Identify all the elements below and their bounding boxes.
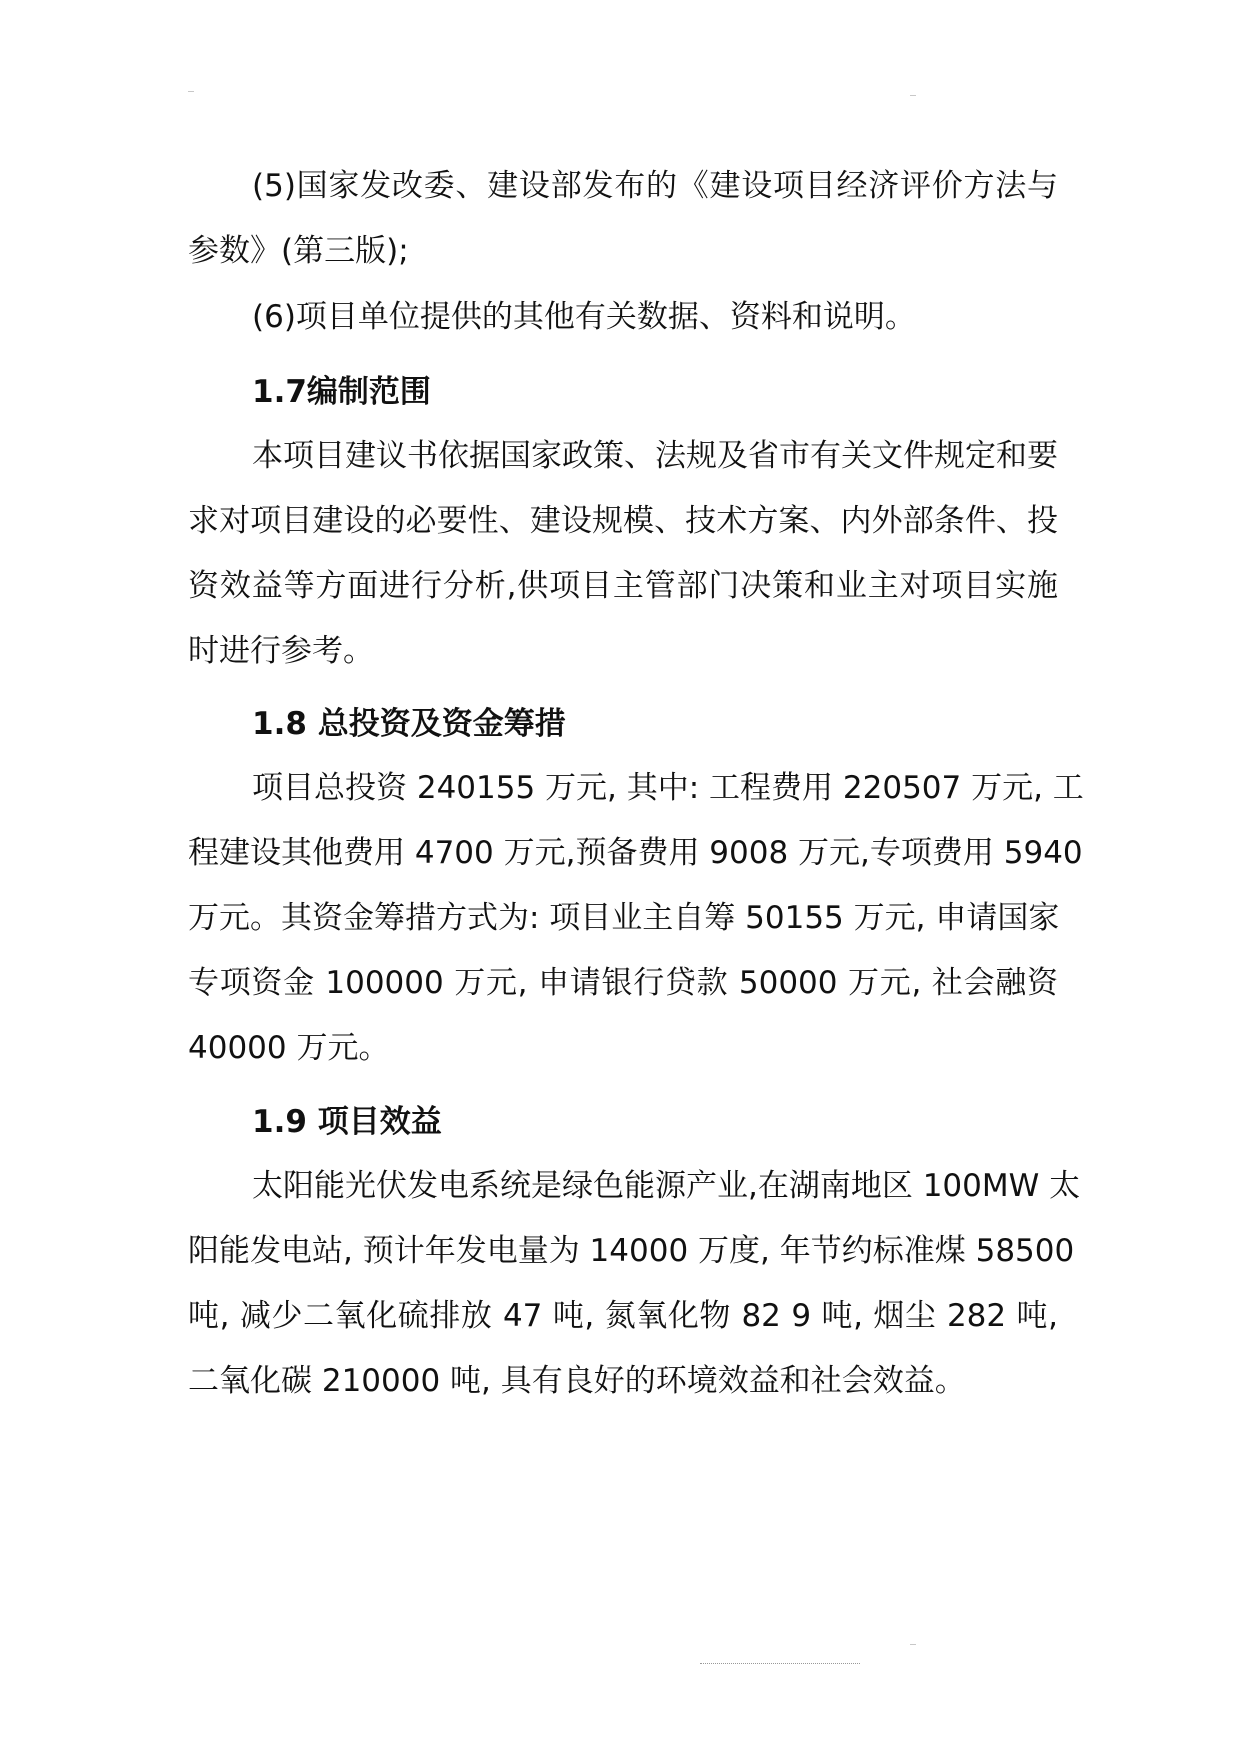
scan-mark-bottom-right — [910, 1644, 916, 1645]
list-item-5-line-2: 参数》(第三版); — [188, 233, 409, 269]
section-1-9-line-4: 二氧化碳 210000 吨, 具有良好的环境效益和社会效益。 — [188, 1363, 966, 1399]
section-1-9-heading: 1.9 项目效益 — [252, 1104, 442, 1140]
section-1-8-heading: 1.8 总投资及资金筹措 — [252, 706, 566, 742]
section-1-9-line-3: 吨, 减少二氧化硫排放 47 吨, 氮氧化物 82 9 吨, 烟尘 282 吨, — [188, 1298, 1058, 1334]
section-1-7-line-3: 资效益等方面进行分析,供项目主管部门决策和业主对项目实施 — [188, 568, 1058, 604]
section-1-9-line-2: 阳能发电站, 预计年发电量为 14000 万度, 年节约标准煤 58500 — [188, 1233, 1075, 1269]
section-1-8-line-5: 40000 万元。 — [188, 1030, 390, 1066]
list-item-6-line-1: (6)项目单位提供的其他有关数据、资料和说明。 — [252, 299, 916, 335]
section-1-8-line-4: 专项资金 100000 万元, 申请银行贷款 50000 万元, 社会融资 — [188, 965, 1058, 1001]
section-1-8-line-3: 万元。其资金筹措方式为: 项目业主自筹 50155 万元, 申请国家 — [188, 900, 1060, 936]
section-1-7-line-2: 求对项目建设的必要性、建设规模、技术方案、内外部条件、投 — [188, 503, 1058, 539]
section-1-8-line-2: 程建设其他费用 4700 万元,预备费用 9008 万元,专项费用 5940 — [188, 835, 1083, 871]
footer-dotted-line — [700, 1663, 860, 1664]
section-1-7-line-1: 本项目建议书依据国家政策、法规及省市有关文件规定和要 — [252, 438, 1058, 474]
scan-mark-top-left — [188, 91, 194, 92]
section-1-7-line-4: 时进行参考。 — [188, 633, 374, 669]
section-1-7-heading: 1.7编制范围 — [252, 374, 431, 410]
list-item-5-line-1: (5)国家发改委、建设部发布的《建设项目经济评价方法与 — [252, 168, 1058, 204]
section-1-8-line-1: 项目总投资 240155 万元, 其中: 工程费用 220507 万元, 工 — [252, 770, 1084, 806]
scan-mark-top-right — [910, 95, 916, 96]
section-1-9-line-1: 太阳能光伏发电系统是绿色能源产业,在湖南地区 100MW 太 — [252, 1168, 1081, 1204]
